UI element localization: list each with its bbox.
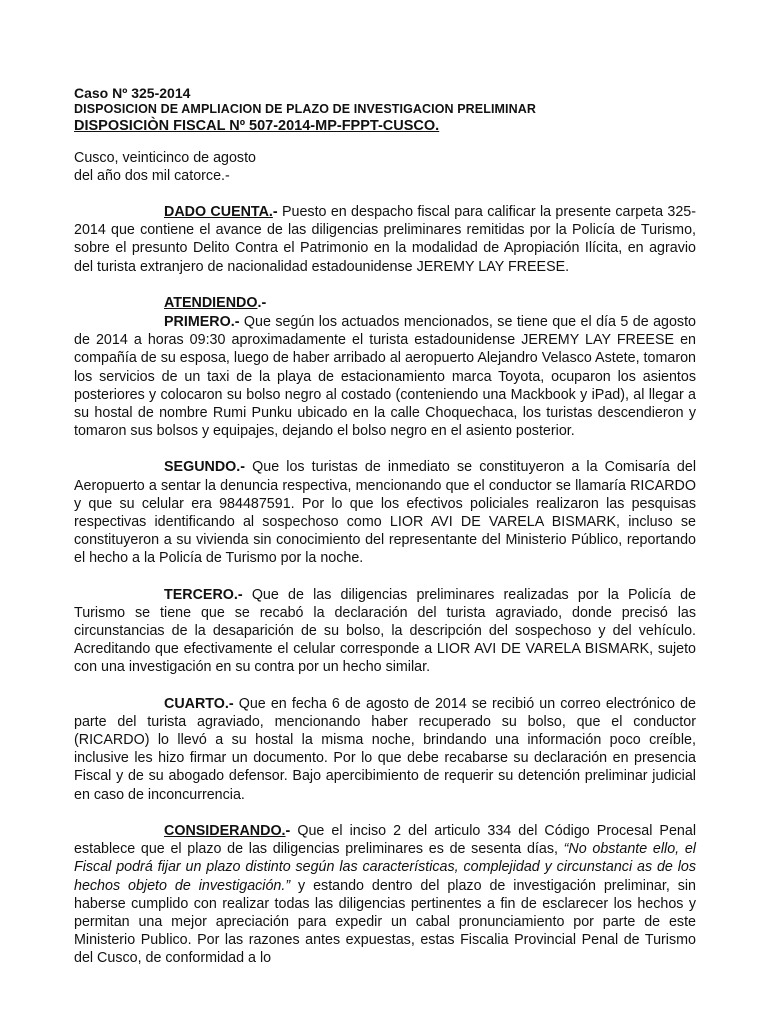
considerando-lead: CONSIDERANDO. (164, 822, 286, 839)
dado-cuenta-paragraph (74, 203, 696, 276)
segundo-paragraph (74, 458, 696, 567)
cuarto-paragraph (74, 695, 696, 804)
cuarto-text: Que en fecha 6 de agosto de 2014 se recibió un correo electrónico de parte del turista agraviado, mencionando haber recuperado su bolso, que el conductor (RICARDO) lo llevó a su hostal la misma noche, brindando una información poco creíble, inclusive les hizo firmar un documento. Por lo que debe recabarse su declaración en presencia Fiscal y de su abogado defensor. Bajo apercibimiento de requerir su detención preliminar judicial en caso de inconcurrencia. (74, 695, 696, 803)
dado-cuenta-dash: - (272, 204, 278, 220)
disposition-heading: DISPOSICION DE AMPLIACION DE PLAZO DE INVESTIGACION PRELIMINAR (74, 102, 537, 116)
atendiendo-heading (74, 294, 696, 312)
primero-text: Que según los actuados mencionados, se tiene que el día 5 de agosto de 2014 a horas 09:30 aproximadamente el turista estadounidense JEREMY LAY FREESE en compañía de su esposa, luego de haber arribado al aeropuerto Alejandro Velasco Astete, tomaron los servicios de un taxi de la playa de estacionamiento marca Toyota, ocuparon los asientos posteriores y colocaron su bolso negro al costado (conteniendo una Mackbook y iPad), al llegar a su hostal de nombre Rumi Punku ubicado en la calle Choquechaca, los turistas descendieron y tomaron sus bolsos y equipajes, dejando el bolso negro en el asiento posterior. (74, 314, 696, 440)
primero-paragraph (74, 313, 696, 440)
considerando-text-2: y estando dentro del plazo de investigación preliminar, sin haberse cumplido con realizar todas las diligencias pertinentes a fin de esclarecer los hechos y permitan una mejor apreciación para expedir un cabal pronunciamiento por parte de este Ministerio Publico. Por las razones antes expuestas, estas Fiscalia Provincial Penal de Turismo del Cusco, de conformidad a lo (74, 877, 696, 967)
considerando-quote: “No obstante ello, el Fiscal podrá fijar un plazo distinto según las características, complejidad y circunstanci as de los hechos objeto de investigación.” (74, 841, 696, 894)
fiscal-disposition-number: DISPOSICIÒN FISCAL Nº 507-2014-MP-FPPT-CUSCO. (74, 118, 440, 134)
date-block (74, 149, 696, 185)
considerando-dash: - (285, 822, 291, 839)
considerando-paragraph (74, 822, 696, 968)
date-line-2: del año dos mil catorce.- (74, 168, 230, 184)
document-page (74, 84, 696, 968)
primero-lead: PRIMERO.- (164, 314, 240, 331)
considerando-text-1: Que el inciso 2 del articulo 334 del Código Procesal Penal establece que el plazo de las diligencias preliminares es de sesenta días, (74, 822, 696, 858)
atendiendo-title: ATENDIENDO (164, 294, 258, 311)
cuarto-lead: CUARTO.- (164, 695, 234, 712)
segundo-lead: SEGUNDO.- (164, 459, 246, 476)
tercero-lead: TERCERO.- (164, 586, 243, 603)
tercero-paragraph (74, 586, 696, 677)
segundo-text: Que los turistas de inmediato se constituyeron a la Comisaría del Aeropuerto a sentar la denuncia respectiva, mencionando que el conductor se llamaría RICARDO y que su celular era 984487591. Por lo que los efectivos policiales realizaron las pesquisas respectivas identificando al sospechoso como LIOR AVI DE VARELA BISMARK, incluso se constituyeron a su vivienda sin conocimiento del representante del Ministerio Público, reportando el hecho a la Policía de Turismo por la noche. (74, 459, 696, 567)
dado-cuenta-lead: DADO CUENTA. (164, 204, 273, 220)
date-line-1: Cusco, veinticinco de agosto (74, 150, 256, 166)
dado-cuenta-text: Puesto en despacho fiscal para calificar la presente carpeta 325-2014 que contiene el avance de las diligencias preliminares remitidas por la Policía de Turismo, sobre el presunto Delito Contra el Patrimonio en la modalidad de Apropiación Ilícita, en agravio del turista extranjero de nacionalidad estadounidense JEREMY LAY FREESE. (74, 204, 697, 275)
tercero-text: Que de las diligencias preliminares realizadas por la Policía de Turismo se tiene que se recabó la declaración del turista agraviado, donde precisó las circunstancias de la desaparición de su bolso, la descripción del sospechoso y del vehículo. Acreditando que efectivamente el celular corresponde a LIOR AVI DE VARELA BISMARK, sujeto con una investigación en su contra por un hecho similar. (74, 586, 696, 676)
atendiendo-suffix: .- (257, 294, 267, 311)
case-number: Caso Nº 325-2014 (74, 85, 191, 101)
